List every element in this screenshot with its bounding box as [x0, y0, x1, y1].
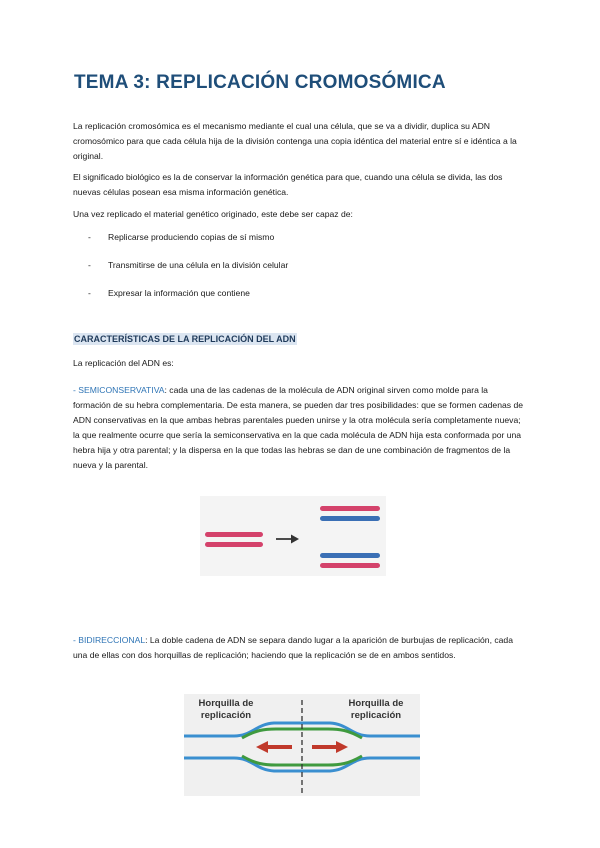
page-title: TEMA 3: REPLICACIÓN CROMOSÓMICA [74, 72, 446, 93]
section-lead: La replicación del ADN es: [73, 358, 174, 368]
semiconservative-keyword: - SEMICONSERVATIVA [73, 385, 165, 395]
parental-strand-bottom [205, 542, 263, 547]
semiconservative-paragraph [73, 383, 528, 473]
intro-paragraph-3: Una vez replicado el material genético originado, este debe ser capaz de: [73, 209, 353, 219]
list-item-text: Expresar la información que contiene [108, 288, 250, 298]
capabilities-list [88, 232, 288, 316]
bidirectional-text: : La doble cadena de ADN se separa dando lugar a la aparición de burbujas de replicación, cada una de ellas con dos horquillas de replicación; haciendo que la replicación se de en ambos sentidos. [73, 635, 513, 660]
left-fork-label-1: Horquilla de [198, 698, 254, 709]
intro-paragraph-1: La replicación cromosómica es el mecanismo mediante el cual una célula, que se va a dividir, duplica su ADN cromosómico para que cada célula hija de la división contenga una copia idéntica del material entre sí e idéntica a la original. [73, 121, 517, 161]
right-fork-label-2: replicación [350, 710, 402, 721]
daughter2-parental-strand [320, 563, 380, 568]
arrow-head-icon [291, 535, 299, 544]
bullet-dash: - [88, 288, 91, 298]
daughter1-new-strand [320, 516, 380, 521]
daughter1-parental-strand [320, 506, 380, 511]
right-arrow-head-icon [336, 741, 348, 753]
list-item-text: Replicarse produciendo copias de sí mismo [108, 232, 275, 242]
section-heading: CARACTERÍSTICAS DE LA REPLICACIÓN DEL ADN [74, 334, 296, 344]
bidirectional-diagram [184, 694, 420, 796]
bullet-dash: - [88, 260, 91, 270]
list-item [88, 288, 288, 316]
left-fork-label-2: replicación [200, 710, 252, 721]
list-item [88, 260, 288, 288]
bidirectional-keyword: - BIDIRECCIONAL [73, 635, 146, 645]
semiconservative-text: : cada una de las cadenas de la molécula de ADN original sirven como molde para la formación de su hebra complementaria. De esta manera, se pueden dar tres posibilidades: que se formen cadenas de ADN conservativas en la que ambas hebras parentales pueden unirse y la otra molécula sería completamente nueva; la que realmente ocurre que sería la semiconservativa en la que cada molécula de ADN hija esta conformada por una hebra hija y otra parental; y la dispersa en la que todas las hebras se dan de une combinación de fragmentos de la nueva y la parental. [73, 385, 524, 470]
bullet-dash: - [88, 232, 91, 242]
semiconservative-svg [200, 496, 386, 576]
bidirectional-paragraph [73, 633, 528, 663]
right-fork-label-1: Horquilla de [348, 698, 404, 709]
list-item [88, 232, 288, 260]
daughter2-new-strand [320, 553, 380, 558]
semiconservative-diagram [200, 496, 386, 576]
parental-strand-top [205, 532, 263, 537]
list-item-text: Transmitirse de una célula en la división celular [108, 260, 289, 270]
left-arrow-head-icon [256, 741, 268, 753]
bidirectional-svg [184, 694, 420, 796]
intro-paragraph-2: El significado biológico es la de conservar la información genética para que, cuando una célula se divida, las dos nuevas células posean esa misma información genética. [73, 172, 503, 197]
